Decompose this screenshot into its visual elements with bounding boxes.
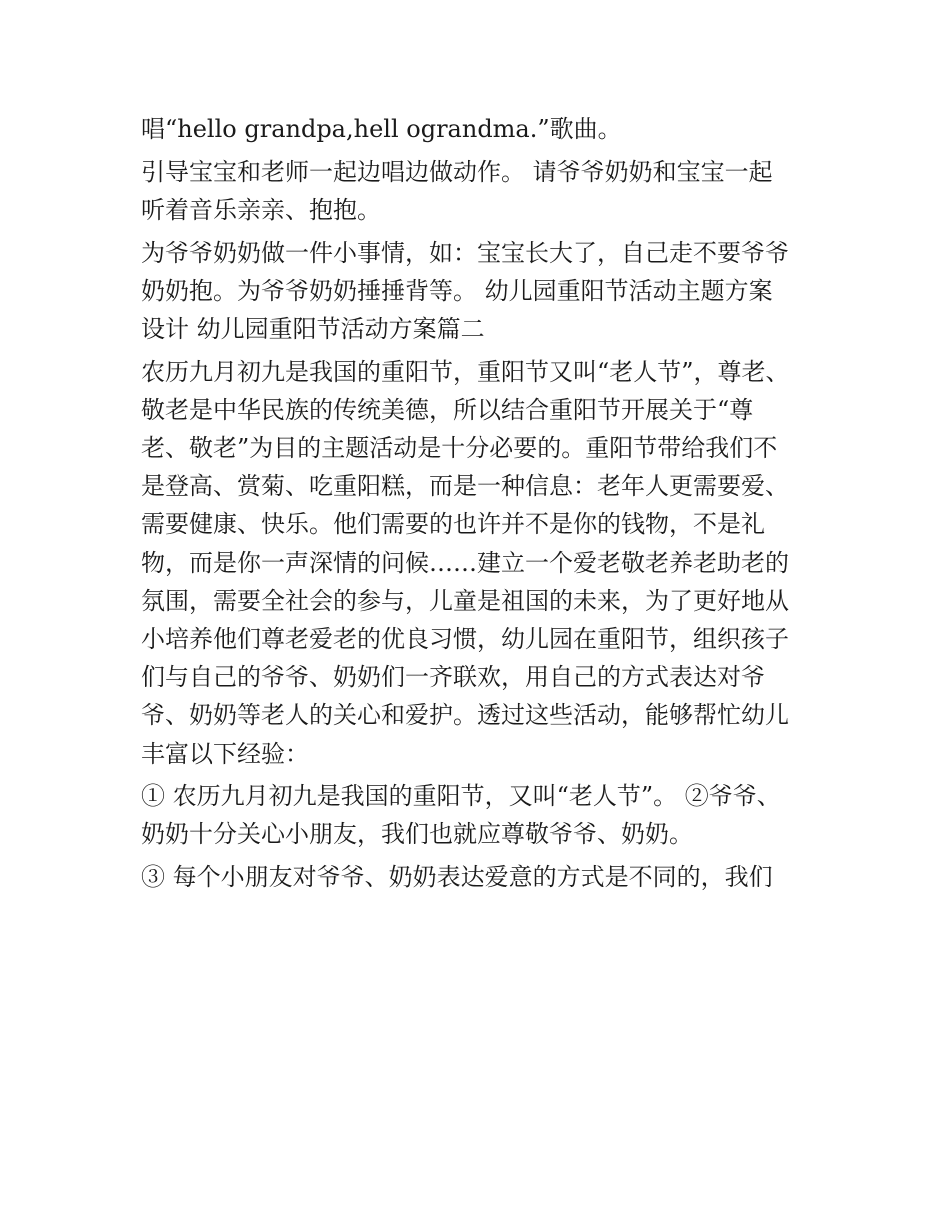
text-line: 农历九月初九是我国的重阳节，重阳节又叫“老人节”，尊老、: [141, 357, 790, 386]
text-line: 爷、奶奶等老人的关心和爱护。透过这些活动，能够帮忙幼儿: [141, 701, 789, 730]
text-line: 们与自己的爷爷、奶奶们一齐联欢，用自己的方式表达对爷: [141, 663, 765, 692]
text-line: 设计 幼儿园重阳节活动方案篇二: [141, 314, 485, 343]
text-line: 听着音乐亲亲、抱抱。: [141, 195, 381, 224]
text-line: 奶奶抱。为爷爷奶奶捶捶背等。 幼儿园重阳节活动主题方案: [141, 276, 773, 305]
text-line: 小培养他们尊老爱老的优良习惯，幼儿园在重阳节，组织孩子: [141, 624, 789, 653]
text-line: 敬老是中华民族的传统美德，所以结合重阳节开展关于“尊: [141, 395, 754, 424]
text-line: 奶奶十分关心小朋友，我们也就应尊敬爷爷、奶奶。: [141, 820, 693, 849]
text-line: 老、敬老”为目的主题活动是十分必要的。重阳节带给我们不: [141, 434, 778, 462]
text-line: 氛围，需要全社会的参与，儿童是祖国的未来，为了更好地从: [141, 586, 789, 615]
text-line: ③ 每个小朋友对爷爷、奶奶表达爱意的方式是不同的，我们: [141, 863, 773, 892]
text-line: 需要健康、快乐。他们需要的也许并不是你的钱物，不是礼: [141, 510, 765, 539]
text-line: ① 农历九月初九是我国的重阳节，又叫“老人节”。 ②爷爷、: [141, 782, 781, 811]
text-line: 是登高、赏菊、吃重阳糕，而是一种信息：老年人更需要爱、: [141, 472, 789, 501]
text-line: 唱“hello grandpa,hell ograndma.”歌曲。: [141, 115, 622, 143]
text-line: 物，而是你一声深情的问候……建立一个爱老敬老养老助老的: [141, 548, 789, 577]
document-body: [141, 110, 821, 896]
text-line: 引导宝宝和老师一起边唱边做动作。 请爷爷奶奶和宝宝一起: [141, 157, 773, 186]
text-line: 为爷爷奶奶做一件小事情，如：宝宝长大了，自己走不要爷爷: [141, 238, 789, 267]
text-line: 丰富以下经验：: [141, 739, 309, 768]
